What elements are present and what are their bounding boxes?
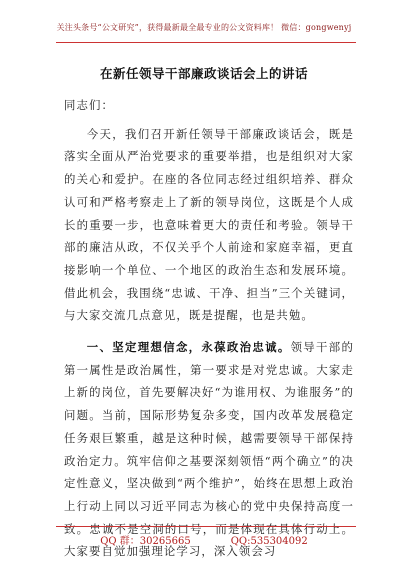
footer-qq-group: QQ 群：30265665 <box>100 536 191 547</box>
footer-qq: QQ:535304092 <box>230 536 308 547</box>
document-body <box>64 94 354 563</box>
header-divider <box>56 42 356 43</box>
paragraph-1: 今天，我们召开新任领导干部廉政谈话会，既是落实全面从严治党要求的重要举措，也是组织对大家的关心和爱护。在座的各位同志经过组织培养、群众认可和严格考察走上了新的领导岗位，这既是个人成长的重要一步，也意味着更大的责任和考验。领导干部的廉洁从政，不仅关乎个人前途和家庭幸福，更直接影响一个单位、一个地区的政治生态和发展环境。借此机会，我围绕“忠诚、干净、担当”三个关键词，与大家交流几点意见，既是提醒，也是共勉。 <box>64 126 354 323</box>
salutation: 同志们： <box>64 98 114 112</box>
section-1-body: 领导干部的第一属性是政治属性，第一要求是对党忠诚。大家走上新的岗位，首先要解决好“为谁用权、为谁服务”的问题。当前，国际形势复杂多变，国内改革发展稳定任务艰巨繁重，越是这种时候，越需要领导干部保持政治定力。筑牢信仰之基要深刻领悟“两个确立”的决定性意义，坚决做到“两个维护”，始终在思想上政治上行动上同以习近平同志为核心的党中央保持高度一致。忠诚不是空洞的口号，而是体现在具体行动上。大家要自觉加强理论学习，深入领会习 <box>64 340 354 559</box>
header-banner: 关注头条号“公文研究”，获得最新最全最专业的公文资料库！ 微信：gongwenyj <box>56 23 352 32</box>
document-title: 在新任领导干部廉政谈话会上的讲话 <box>99 66 308 81</box>
footer-contacts <box>0 532 408 547</box>
footer-divider <box>56 526 356 527</box>
section-1-heading: 一、坚定理想信念，永葆政治忠诚。 <box>86 340 291 355</box>
section-1-paragraph <box>64 336 354 563</box>
